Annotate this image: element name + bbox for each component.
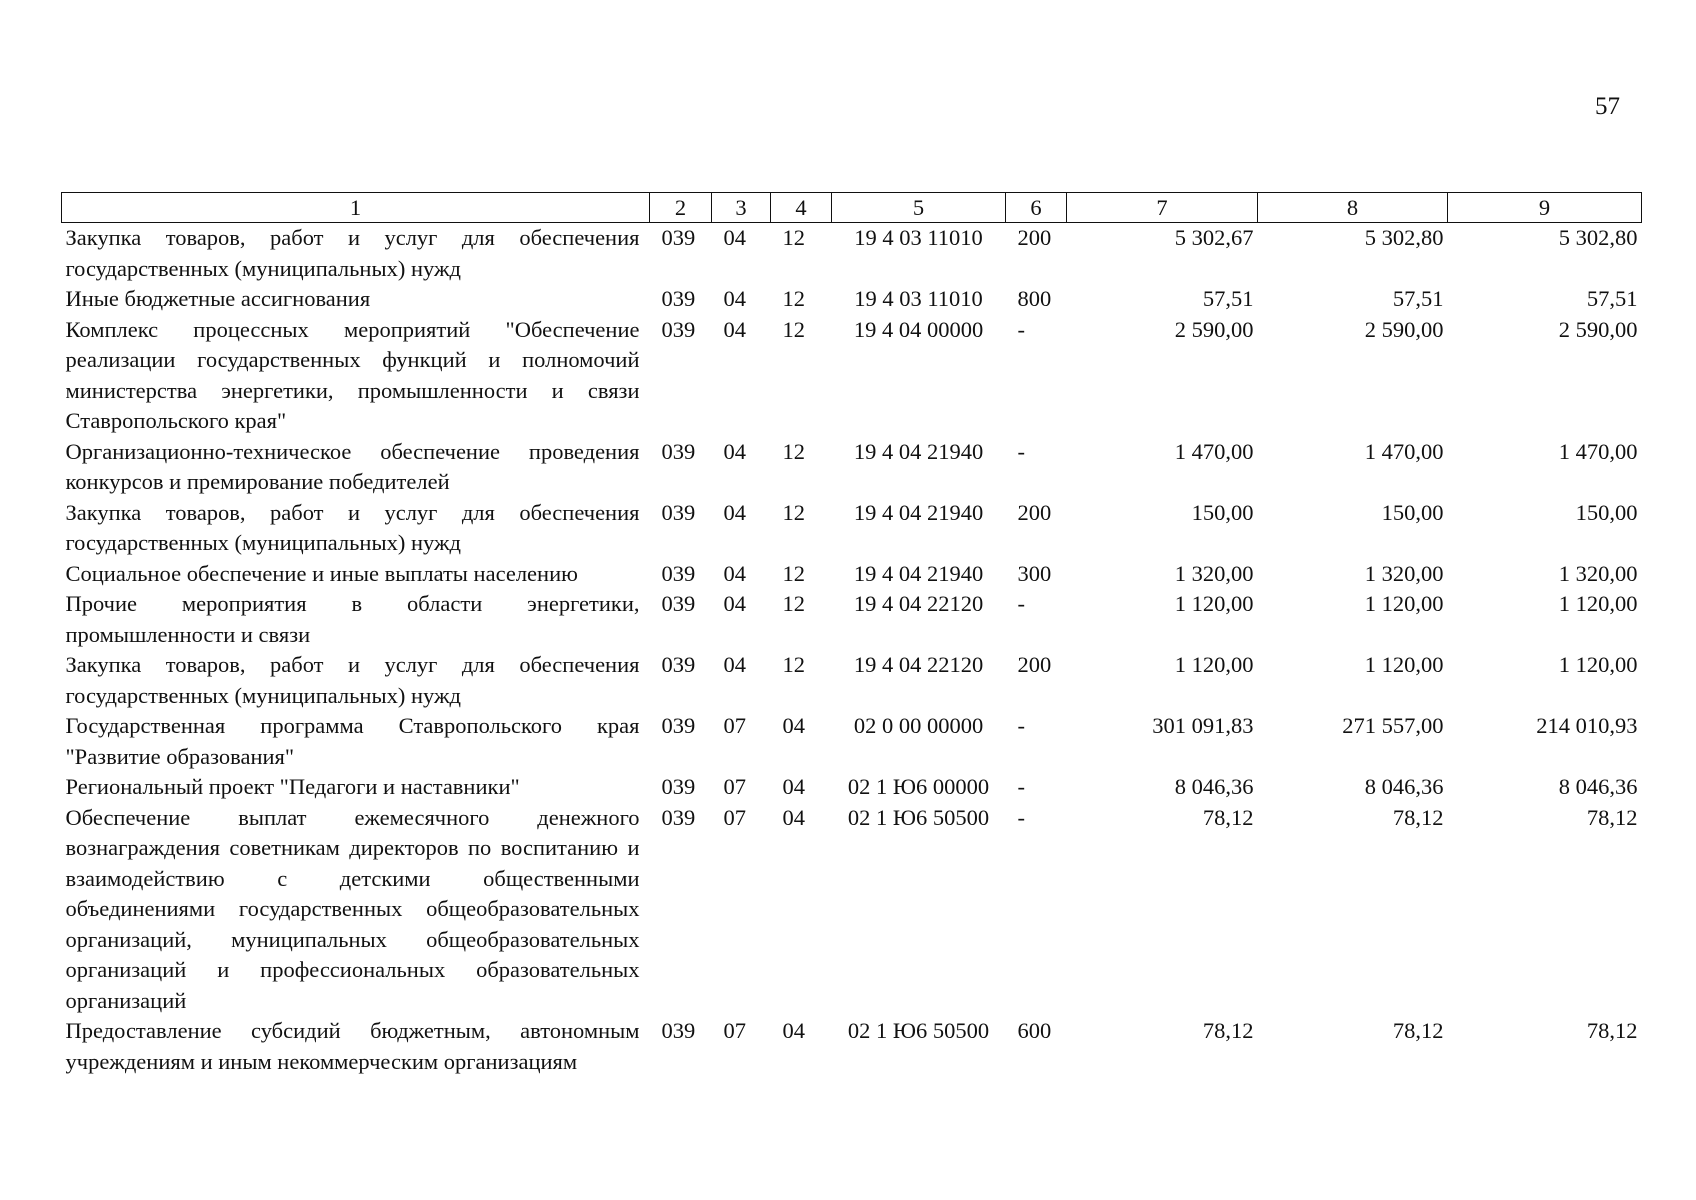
row-ministry-code: 039 [661, 1018, 696, 1043]
row-subsection-code: 12 [782, 499, 805, 525]
row-expense-type: 800 [1017, 286, 1052, 311]
row-ministry-code: 039 [661, 591, 696, 616]
row-amount-col-9: 5 302,80 [1558, 225, 1638, 250]
row-target-code: 19 4 04 22120 [853, 591, 984, 616]
row-amount-col-9: 214 010,93 [1536, 713, 1638, 738]
row-section-code: 04 [723, 560, 746, 586]
budget-table [61, 192, 1642, 1077]
row-target-code: 19 4 04 21940 [853, 560, 984, 586]
row-ministry-code: 039 [661, 225, 696, 250]
row-name: Государственная программа Ставропольского края "Развитие образования" [65, 713, 640, 769]
row-amount-col-8: 271 557,00 [1342, 713, 1444, 738]
row-amount-col-8: 78,12 [1392, 804, 1444, 830]
row-section-code: 04 [723, 652, 746, 677]
table-row [62, 498, 1642, 559]
row-amount-col-9: 1 120,00 [1558, 652, 1638, 677]
row-ministry-code: 039 [661, 286, 696, 311]
row-name: Организационно-техническое обеспечение проведения конкурсов и премирование победителей [65, 438, 640, 494]
row-name: Обеспечение выплат ежемесячного денежного вознаграждения советникам директоров по воспитанию и взаимодействию с детскими общественными объединениями государственных общеобразовательных организаций, муниципальных общеобразовательных организаций и профессиональных образовательных организаций [65, 804, 640, 1013]
row-amount-col-8: 1 120,00 [1364, 652, 1444, 677]
row-name: Предоставление субсидий бюджетным, автономным учреждениям и иным некоммерческим организациям [65, 1018, 640, 1074]
row-expense-type: - [1017, 804, 1025, 830]
row-expense-type: - [1017, 591, 1025, 616]
row-section-code: 04 [723, 316, 746, 342]
row-amount-col-8: 57,51 [1392, 286, 1444, 311]
table-row [62, 711, 1642, 772]
row-name: Прочие мероприятия в области энергетики, промышленности и связи [65, 591, 640, 647]
row-amount-col-7: 1 320,00 [1174, 560, 1254, 586]
row-amount-col-8: 150,00 [1381, 499, 1444, 525]
row-section-code: 04 [723, 225, 746, 250]
row-subsection-code: 12 [782, 286, 805, 311]
row-ministry-code: 039 [661, 316, 696, 342]
row-subsection-code: 12 [782, 591, 805, 616]
row-ministry-code: 039 [661, 499, 696, 525]
row-section-code: 04 [723, 438, 746, 464]
row-amount-col-7: 78,12 [1202, 1018, 1254, 1043]
row-amount-col-9: 150,00 [1575, 499, 1638, 525]
row-expense-type: - [1017, 438, 1025, 464]
row-target-code: 19 4 03 11010 [854, 225, 983, 250]
row-target-code: 02 1 Ю6 50500 [847, 1018, 990, 1043]
row-amount-col-7: 2 590,00 [1174, 316, 1254, 342]
row-expense-type: 200 [1017, 652, 1052, 677]
row-ministry-code: 039 [661, 713, 696, 738]
row-amount-col-8: 8 046,36 [1364, 774, 1444, 799]
header-col-1: 1 [62, 193, 650, 223]
row-amount-col-8: 78,12 [1392, 1018, 1444, 1043]
row-amount-col-9: 78,12 [1586, 804, 1638, 830]
row-name: Комплекс процессных мероприятий "Обеспечение реализации государственных функций и полномочий министерства энергетики, промышленности и связи Ставропольского края" [65, 316, 640, 433]
row-expense-type: - [1017, 774, 1025, 799]
row-amount-col-9: 1 320,00 [1558, 560, 1638, 586]
row-ministry-code: 039 [661, 438, 696, 464]
row-amount-col-9: 8 046,36 [1558, 774, 1638, 799]
header-col-3: 3 [712, 193, 771, 223]
row-name: Региональный проект "Педагоги и наставники" [65, 774, 520, 799]
row-subsection-code: 04 [782, 1018, 805, 1043]
row-subsection-code: 04 [782, 804, 805, 830]
row-subsection-code: 12 [782, 560, 805, 586]
row-amount-col-7: 1 120,00 [1174, 591, 1254, 616]
row-ministry-code: 039 [661, 560, 696, 586]
row-expense-type: 300 [1017, 560, 1052, 586]
row-amount-col-7: 8 046,36 [1174, 774, 1254, 799]
row-amount-col-9: 78,12 [1586, 1018, 1638, 1043]
row-amount-col-9: 2 590,00 [1558, 316, 1638, 342]
row-section-code: 07 [723, 774, 746, 799]
header-col-9: 9 [1448, 193, 1642, 223]
row-amount-col-7: 1 470,00 [1174, 438, 1254, 464]
row-amount-col-8: 1 120,00 [1364, 591, 1444, 616]
table-row [62, 650, 1642, 711]
row-ministry-code: 039 [661, 804, 696, 830]
row-name: Иные бюджетные ассигнования [65, 286, 371, 311]
row-expense-type: 200 [1017, 499, 1052, 525]
row-name: Закупка товаров, работ и услуг для обеспечения государственных (муниципальных) нужд [65, 652, 640, 708]
row-subsection-code: 12 [782, 652, 805, 677]
header-col-4: 4 [771, 193, 832, 223]
row-expense-type: - [1017, 713, 1025, 738]
row-subsection-code: 04 [782, 774, 805, 799]
row-ministry-code: 039 [661, 652, 696, 677]
header-col-8: 8 [1258, 193, 1448, 223]
row-amount-col-8: 1 470,00 [1364, 438, 1444, 464]
table-row [62, 559, 1642, 590]
row-amount-col-7: 57,51 [1202, 286, 1254, 311]
row-target-code: 02 1 Ю6 50500 [847, 804, 990, 830]
row-amount-col-8: 5 302,80 [1364, 225, 1444, 250]
row-amount-col-9: 1 470,00 [1558, 438, 1638, 464]
row-amount-col-8: 2 590,00 [1364, 316, 1444, 342]
row-section-code: 07 [723, 713, 746, 738]
table-row [62, 315, 1642, 437]
table-row [62, 223, 1642, 285]
row-name: Социальное обеспечение и иные выплаты населению [65, 560, 578, 586]
row-target-code: 02 1 Ю6 00000 [847, 774, 990, 799]
row-section-code: 07 [723, 1018, 746, 1043]
row-section-code: 04 [723, 499, 746, 525]
row-subsection-code: 12 [782, 316, 805, 342]
row-amount-col-7: 301 091,83 [1152, 713, 1254, 738]
row-expense-type: 600 [1017, 1018, 1052, 1043]
row-amount-col-8: 1 320,00 [1364, 560, 1444, 586]
row-name: Закупка товаров, работ и услуг для обеспечения государственных (муниципальных) нужд [65, 225, 640, 281]
row-amount-col-7: 150,00 [1191, 499, 1254, 525]
table-row [62, 437, 1642, 498]
row-expense-type: - [1017, 316, 1025, 342]
row-target-code: 19 4 04 00000 [853, 316, 984, 342]
table-row [62, 1016, 1642, 1077]
row-target-code: 19 4 04 21940 [853, 499, 984, 525]
row-amount-col-9: 1 120,00 [1558, 591, 1638, 616]
row-section-code: 07 [723, 804, 746, 830]
row-amount-col-7: 5 302,67 [1174, 225, 1254, 250]
row-ministry-code: 039 [661, 774, 696, 799]
table-row [62, 284, 1642, 315]
page-number: 57 [1595, 93, 1620, 120]
table-row [62, 589, 1642, 650]
row-amount-col-7: 1 120,00 [1174, 652, 1254, 677]
table-row [62, 772, 1642, 803]
row-target-code: 02 0 00 00000 [853, 713, 984, 738]
row-name: Закупка товаров, работ и услуг для обеспечения государственных (муниципальных) нужд [65, 499, 640, 555]
row-section-code: 04 [723, 286, 746, 311]
row-target-code: 19 4 03 11010 [854, 286, 983, 311]
table-row [62, 803, 1642, 1017]
row-target-code: 19 4 04 21940 [853, 438, 984, 464]
row-section-code: 04 [723, 591, 746, 616]
row-amount-col-7: 78,12 [1202, 804, 1254, 830]
header-col-6: 6 [1006, 193, 1067, 223]
row-subsection-code: 12 [782, 438, 805, 464]
row-target-code: 19 4 04 22120 [853, 652, 984, 677]
header-row [62, 193, 1642, 223]
row-expense-type: 200 [1017, 225, 1052, 250]
row-amount-col-9: 57,51 [1586, 286, 1638, 311]
header-col-5: 5 [832, 193, 1006, 223]
row-subsection-code: 04 [782, 713, 805, 738]
header-col-2: 2 [650, 193, 712, 223]
header-col-7: 7 [1067, 193, 1258, 223]
row-subsection-code: 12 [782, 225, 805, 250]
